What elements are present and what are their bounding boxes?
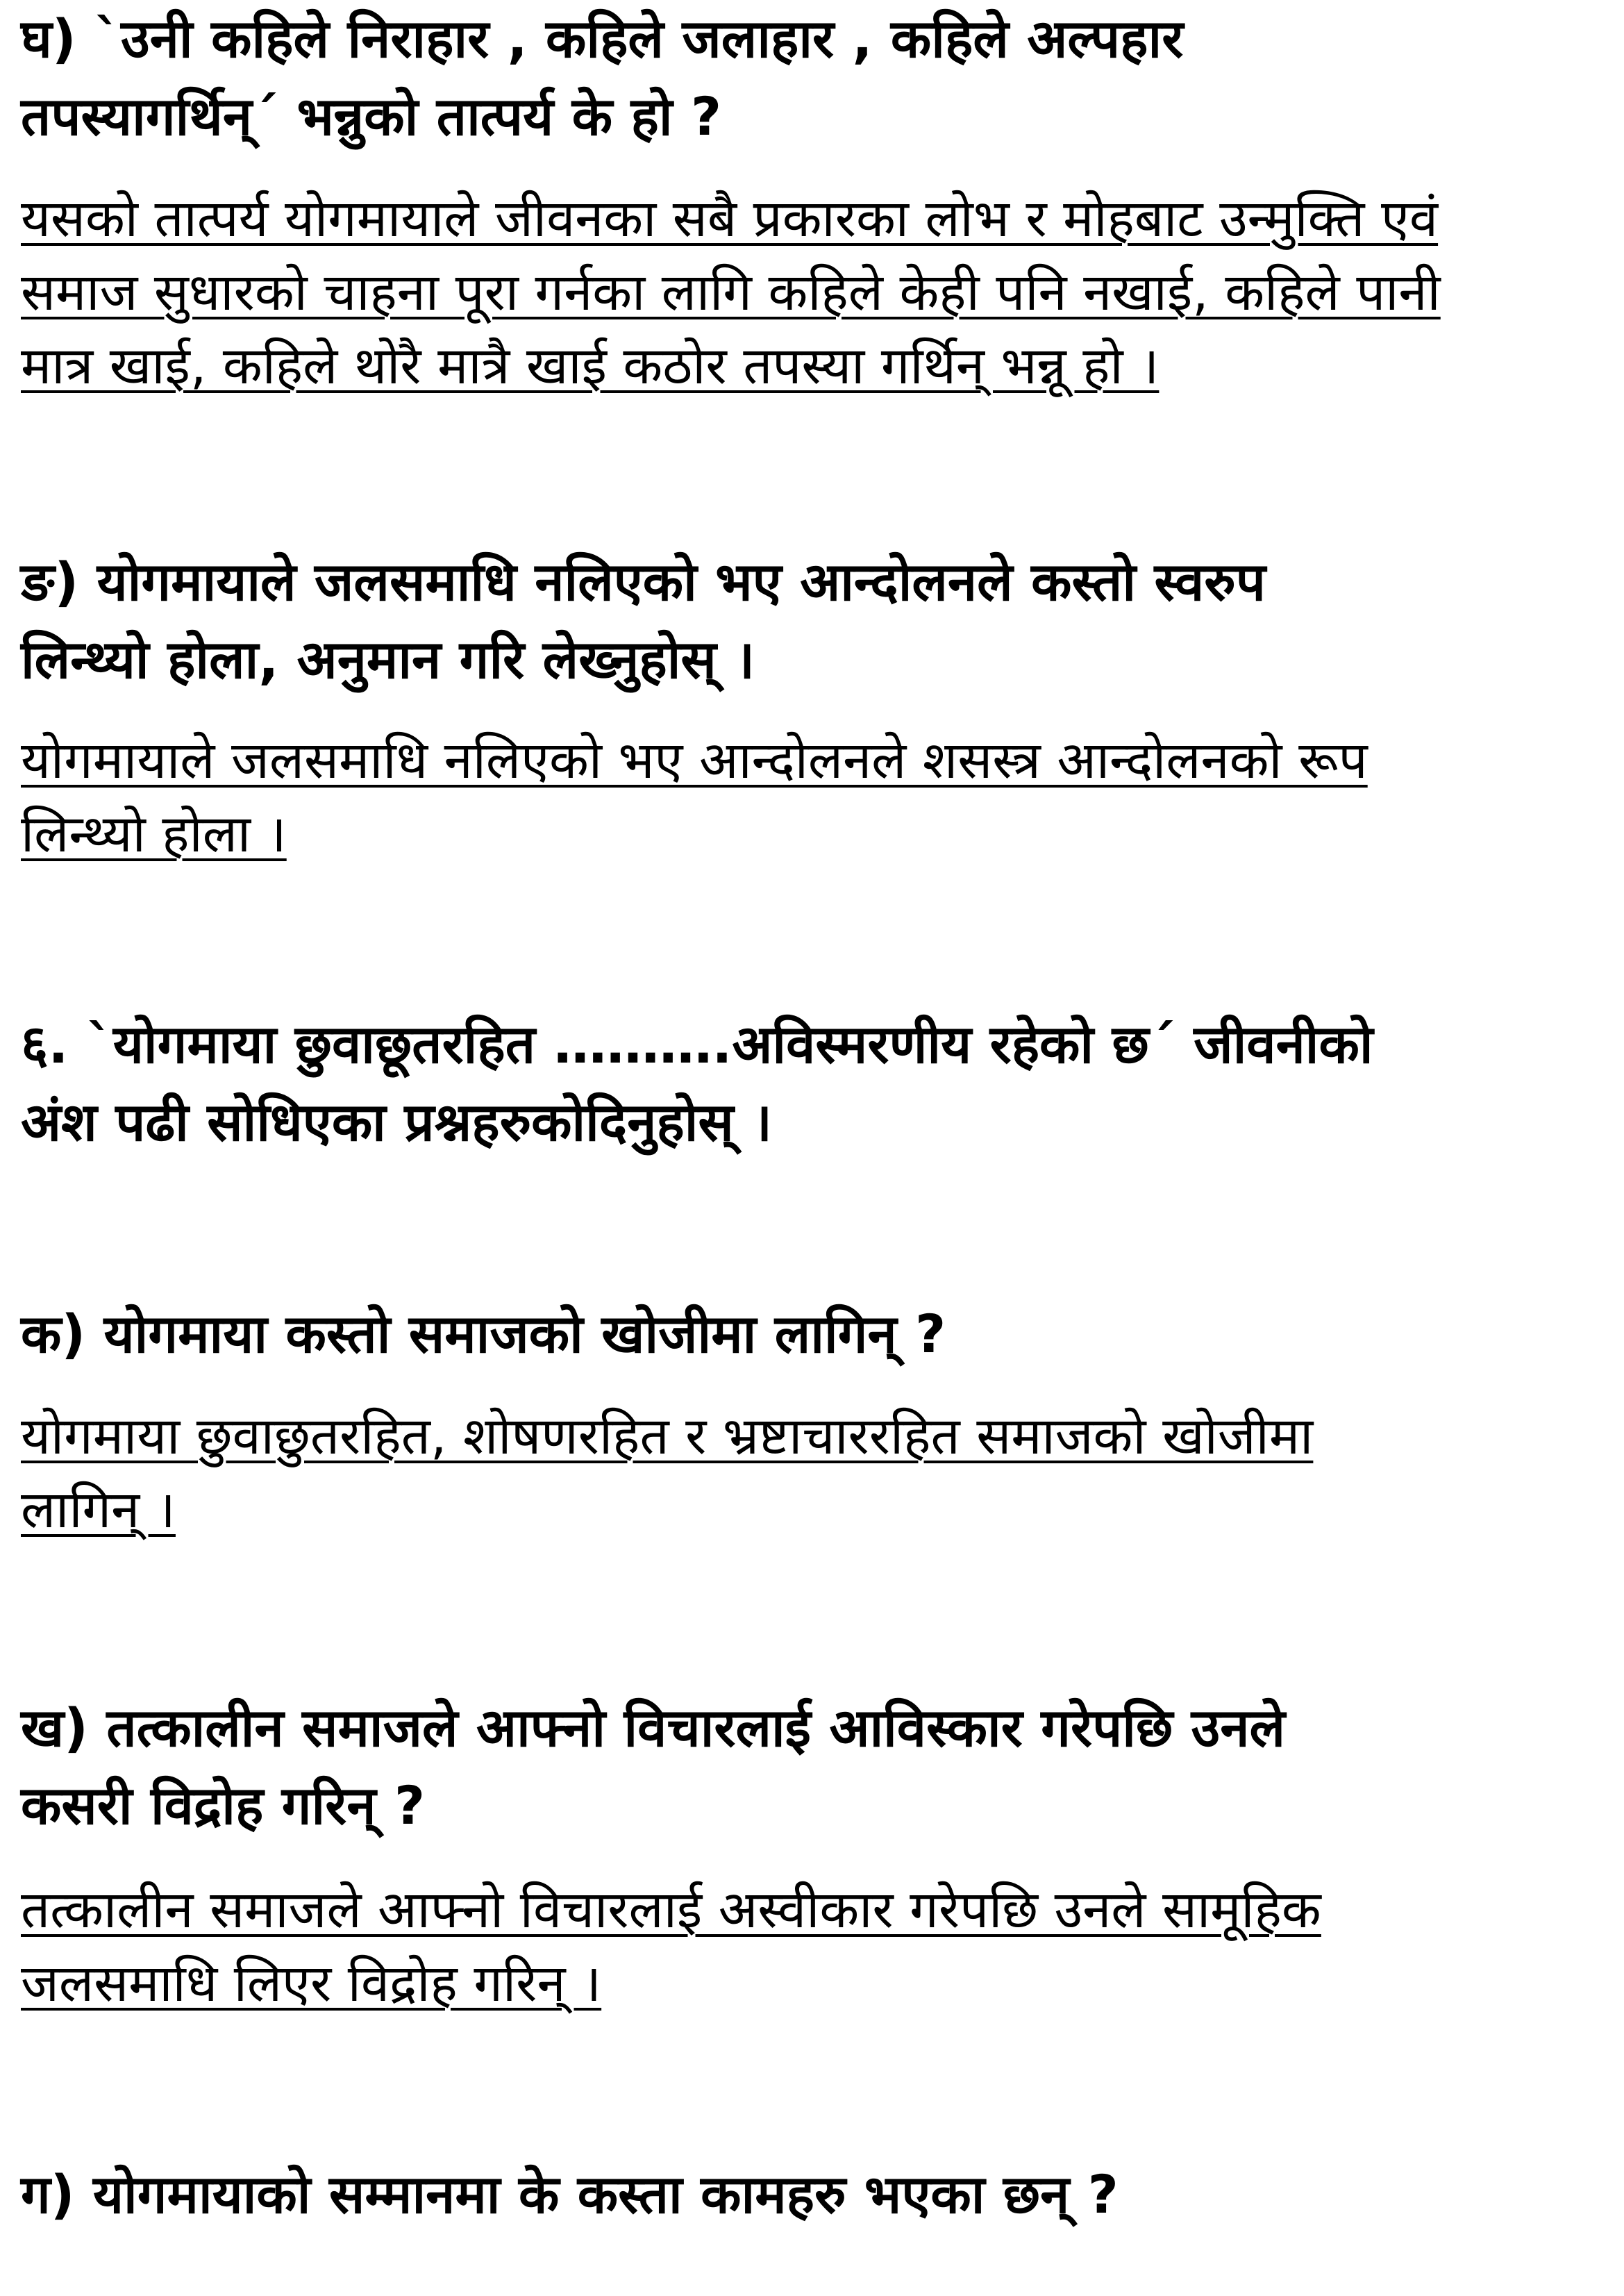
question-ga [21, 2156, 1611, 2233]
question-line: अंश पढी सोधिएका प्रश्नहरुकोदिनुहोस् । [21, 1091, 773, 1153]
answer-line: समाज सुधारको चाहना पूरा गर्नका लागि कहिले केही पनि नखाई, कहिले पानी [21, 263, 1441, 322]
question-line: क) योगमाया कस्तो समाजको खोजीमा लागिन् ? [21, 1303, 946, 1365]
question-kha [21, 1689, 1611, 1845]
answer-line: जलसमाधि लिएर विद्रोह गरिन् । [21, 1954, 602, 2013]
answer-line: योगमायाले जलसमाधि नलिएको भए आन्दोलनले शसस्त्र आन्दोलनको रूप [21, 731, 1368, 790]
answer-line: लिन्थ्यो होला । [21, 804, 287, 864]
question-line: घ) `उनी कहिले निराहार , कहिले जलाहार , कहिले अल्पहार [21, 8, 1184, 69]
question-6 [21, 1006, 1611, 1161]
answer-gha [21, 182, 1611, 403]
answer-line: यसको तात्पर्य योगमायाले जीवनका सबै प्रकारका लोभ र मोहबाट उन्मुक्ति एवं [21, 189, 1439, 249]
answer-line: लागिन् । [21, 1480, 176, 1540]
question-line: ग) योगमायाको सम्मानमा के कस्ता कामहरु भएका छन् ? [21, 2163, 1119, 2225]
question-ka [21, 1295, 1611, 1373]
answer-ka [21, 1399, 1611, 1547]
answer-line: मात्र खाई, कहिले थोरै मात्रै खाई कठोर तपस्या गर्थिन् भन्नू हो । [21, 336, 1160, 396]
question-line: तपस्यागर्थिन्´ भन्नुको तात्पर्य के हो ? [21, 85, 722, 147]
question-line: लिन्थ्यो होला, अनुमान गरि लेख्नुहोस् । [21, 629, 755, 690]
question-line: ६. `योगमाया छुवाछूतरहित ……….अविस्मरणीय रहेको छ´ जीवनीको [21, 1013, 1373, 1075]
question-line: ङ) योगमायाले जलसमाधि नलिएको भए आन्दोलनले कस्तो स्वरुप [21, 551, 1266, 613]
question-line: ख) तत्कालीन समाजले आफ्नो विचारलाई आविस्कार गरेपछि उनले [21, 1697, 1286, 1758]
answer-kha [21, 1873, 1611, 2020]
question-gha [21, 0, 1611, 156]
answer-line: तत्कालीन समाजले आफ्नो विचारलाई अस्वीकार गरेपछि उनले सामूहिक [21, 1880, 1321, 1940]
question-nga [21, 543, 1611, 699]
question-line: कसरी विद्रोह गरिन् ? [21, 1774, 426, 1836]
answer-nga [21, 724, 1611, 871]
answer-line: योगमाया छुवाछुतरहित, शोषणरहित र भ्रष्टाचाररहित समाजको खोजीमा [21, 1406, 1314, 1466]
